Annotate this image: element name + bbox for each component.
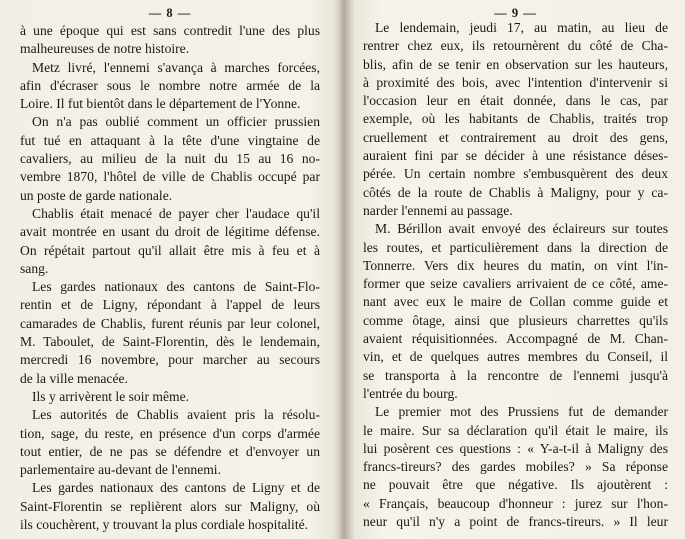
text-line: exemple, où les habitants de Chablis, traités trop bbox=[363, 111, 668, 127]
text-line: M. Taboulet, de Saint-Florentin, dès le lendemain, bbox=[20, 334, 320, 350]
text-line: côtés de la route de Chablis à Maligny, pour y ca- bbox=[363, 184, 668, 200]
text-line: sang. bbox=[20, 260, 49, 276]
text-line: Chablis était menacé de payer cher l'audace qu'il bbox=[32, 205, 320, 221]
text-line: francs-tireurs? des gardes mobiles? » Sa réponse bbox=[363, 459, 668, 475]
text-line: pérée. Un certain nombre s'embusquèrent des deux bbox=[363, 166, 668, 182]
text-line: malheureuses de notre histoire. bbox=[20, 41, 190, 57]
text-line: Metz livré, l'ennemi s'avança à marches forcées, bbox=[32, 59, 320, 75]
text-line: Les autorités de Chablis avaient pris la résolu- bbox=[32, 407, 320, 423]
text-line: rentin et de Ligny, répondant à l'appel de leurs bbox=[20, 297, 320, 313]
text-line: vembre 1870, l'hôtel de ville de Chablis occupé par bbox=[20, 169, 320, 185]
text-line: vin, et de quelques autres membres du Conseil, il bbox=[363, 349, 668, 365]
text-line: mercredi 16 novembre, pour marcher au secours bbox=[20, 352, 320, 368]
text-line: neur qu'il n'y a point de francs-tireurs. » Il leur bbox=[363, 514, 668, 530]
text-line: Les gardes nationaux des cantons de Saint-Flo- bbox=[32, 279, 320, 295]
text-line: camarades de Chablis, furent réunis par leur colonel, bbox=[20, 315, 320, 331]
text-line: Le premier mot des Prussiens fut de demander bbox=[375, 404, 668, 420]
text-line: parlementaire au-devant de l'ennemi. bbox=[20, 462, 221, 478]
right-page bbox=[363, 0, 668, 539]
text-line: de la ville menacée. bbox=[20, 370, 128, 386]
text-line: cavaliers, au milieu de la nuit du 15 au 16 no- bbox=[20, 151, 320, 167]
text-line: former que seize cavaliers arrivaient de ce côté, ame- bbox=[363, 276, 668, 292]
text-line: l'occasion leur en était donnée, dans le cas, par bbox=[363, 93, 668, 109]
text-line: lui posèrent ces questions : « Y-a-t-il à Maligny des bbox=[363, 440, 668, 456]
text-line: l'entrée du bourg. bbox=[363, 385, 458, 401]
book-gutter bbox=[333, 0, 355, 539]
text-line: Le lendemain, jeudi 17, au matin, au lieu de bbox=[375, 20, 668, 35]
text-line: Les gardes nationaux des cantons de Ligny et de bbox=[32, 480, 320, 496]
text-line: à proximité des bois, avec l'intention d'intervenir si bbox=[363, 74, 668, 90]
page-number-right: — 9 — bbox=[494, 6, 537, 20]
text-line: les routes, et particulièrement dans la direction de bbox=[363, 239, 668, 255]
text-line: nant avec eux le maire de Collan comme guide et bbox=[363, 294, 668, 310]
left-page-text bbox=[20, 22, 320, 534]
text-line: On répétait partout qu'il allait être mis à feu et à bbox=[20, 242, 320, 258]
text-line: Saint-Florentin se replièrent alors sur Maligny, où bbox=[20, 498, 320, 514]
text-line: un poste de garde nationale. bbox=[20, 187, 173, 203]
right-page-text bbox=[363, 19, 668, 531]
text-line: Loire. Il fut bientôt dans le département de l'Yonne. bbox=[20, 96, 301, 112]
text-line: tout entier, de ne pas se défendre et d'envoyer un bbox=[20, 443, 320, 459]
text-line: afin d'écraser sous le nombre notre armée de la bbox=[20, 77, 320, 93]
text-line: ils couchèrent, y trouvant la plus cordiale hospitalité. bbox=[20, 517, 309, 533]
text-line: Ils y arrivèrent le soir même. bbox=[32, 388, 190, 404]
text-line: rentrer chez eux, ils retournèrent du côté de Cha- bbox=[363, 38, 668, 54]
text-line: auraient fini par se décider à une résistance déses- bbox=[363, 148, 668, 164]
text-line: comme ôtage, ainsi que plusieurs charrettes qu'ils bbox=[363, 312, 668, 328]
text-line: tion, sage, du reste, en présence d'un corps d'armée bbox=[20, 425, 320, 441]
text-line: se transporta à la rencontre de l'ennemi jusqu'à bbox=[363, 367, 668, 383]
text-line: ne pouvait être que négative. Ils ajoutèrent : bbox=[363, 477, 668, 493]
text-line: avaient réquisitionnées. Accompagné de M. Chan- bbox=[363, 331, 668, 347]
page-number-left: — 8 — bbox=[148, 6, 192, 20]
text-line: avait montrée en usant du droit de légitime défense. bbox=[20, 224, 320, 240]
text-line: « Français, beaucoup d'honneur : jurez sur l'hon- bbox=[363, 495, 668, 511]
text-line: narder l'ennemi au passage. bbox=[363, 202, 513, 218]
text-line: blis, afin de se tenir en observation sur les hauteurs, bbox=[363, 56, 668, 72]
text-line: M. Bérillon avait envoyé des éclaireurs sur toutes bbox=[375, 221, 668, 237]
text-line: cruellement et contrairement au droit des gens, bbox=[363, 129, 668, 145]
text-line: le maire. Sur sa déclaration qu'il était le maire, ils bbox=[363, 422, 668, 438]
text-line: On n'a pas oublié comment un officier prussien bbox=[32, 114, 320, 130]
text-line: à une époque qui est sans contredit l'une des plus bbox=[20, 23, 320, 38]
text-line: fut tué en attaquant à la tête d'une vingtaine de bbox=[20, 132, 320, 148]
text-line: Tonnerre. Vers dix heures du matin, on vint l'in- bbox=[363, 257, 668, 273]
left-page bbox=[20, 0, 320, 539]
